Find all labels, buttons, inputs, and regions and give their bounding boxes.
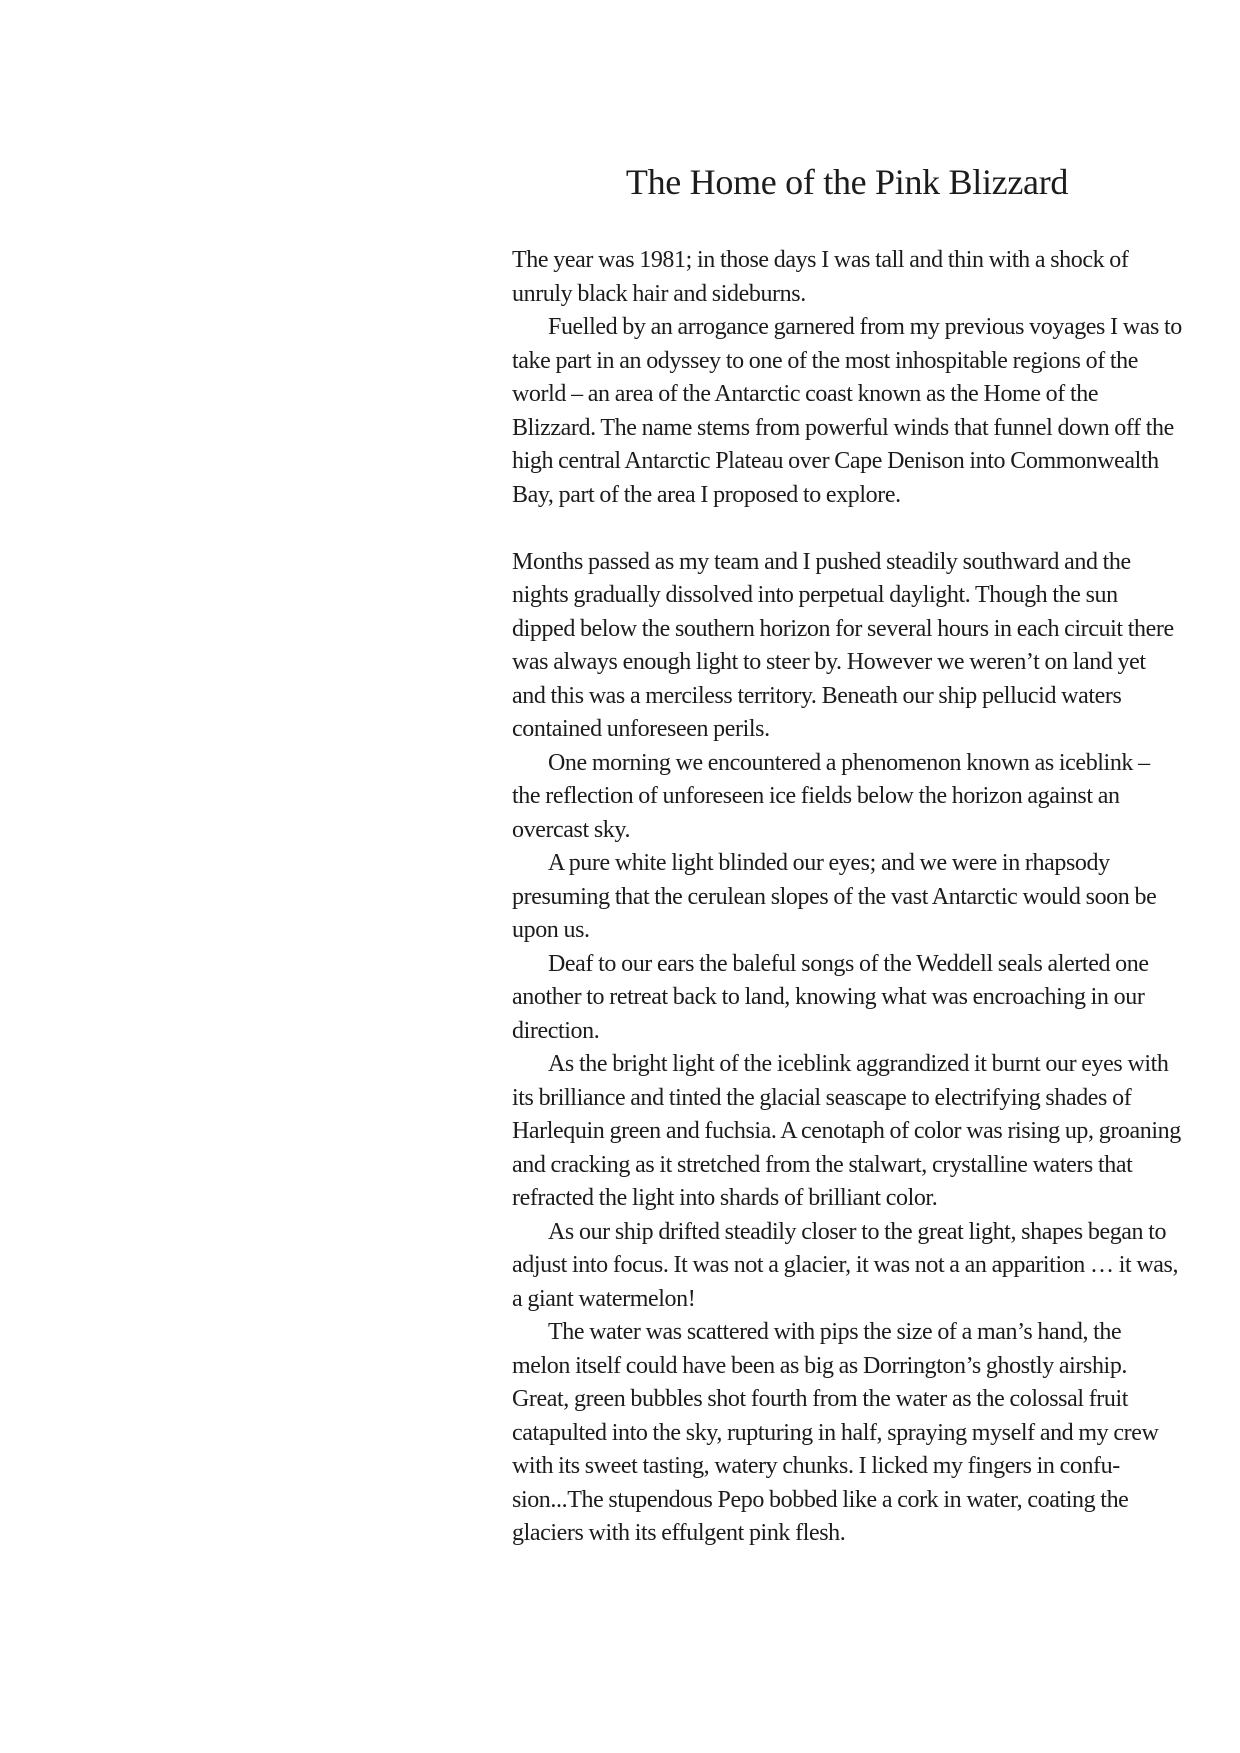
paragraph-6: Deaf to our ears the baleful songs of the Weddell seals alerted one another to retreat back to land, knowing what was encroaching in our direction. [512, 950, 1149, 1044]
story-column [512, 155, 1182, 1551]
paragraph-5: A pure white light blinded our eyes; and we were in rhapsody presuming that the cerulean slopes of the vast Antarctic would soon be upon us. [512, 850, 1157, 943]
paragraph-2: Fuelled by an arrogance garnered from my previous voyages I was to take part in an odyssey to one of the most inhospitable regions of the world – an area of the Antarctic coast known as the Home of the Blizzard. The name stems from powerful winds that funnel down off the high central Antarctic Plateau over Cape Denison into Commonwealth Bay, part of the area I proposed to explore. [512, 314, 1182, 508]
story-title: The Home of the Pink Blizzard [625, 162, 1069, 202]
paragraph-8: As our ship drifted steadily closer to the great light, shapes began to adjust into focus. It was not a glacier, it was not a an apparition … it was, a giant watermelon! [512, 1218, 1179, 1312]
paragraph-1: The year was 1981; in those days I was tall and thin with a shock of unruly black hair and sideburns. [512, 247, 1129, 307]
section-break [512, 512, 1182, 546]
paragraph-7: As the bright light of the iceblink aggrandized it burnt our eyes with its brilliance and tinted the glacial seascape to electrifying shades of Harlequin green and fuchsia. A cenotaph of color was rising up, groaning and cracking as it stretched from the stalwart, crystalline waters that refracted the light into shards of brilliant color. [512, 1051, 1181, 1211]
paragraph-3: Months passed as my team and I pushed steadily southward and the nights gradually dissolved into perpetual daylight. Though the sun dipped below the southern horizon for several hours in each circuit there was always enough light to steer by. However we weren’t on land yet and this was a merciless territory. Beneath our ship pellucid waters contained unforeseen perils. [512, 548, 1174, 742]
paragraph-4: One morning we encountered a phenomenon known as iceblink – the reflection of unforeseen ice fields below the horizon against an overcast sky. [512, 749, 1150, 843]
paragraph-9: The water was scattered with pips the size of a man’s hand, the melon itself could have been as big as Dorrington’s ghostly airship. Great, green bubbles shot fourth from the water as the colossal fruit catapulted into the sky, rupturing in half, spraying myself and my crew with its sweet tasting, watery chunks. I licked my fingers in confusion...The stupendous Pepo bobbed like a cork in water, coating the glaciers with its effulgent pink flesh. [512, 1319, 1159, 1546]
